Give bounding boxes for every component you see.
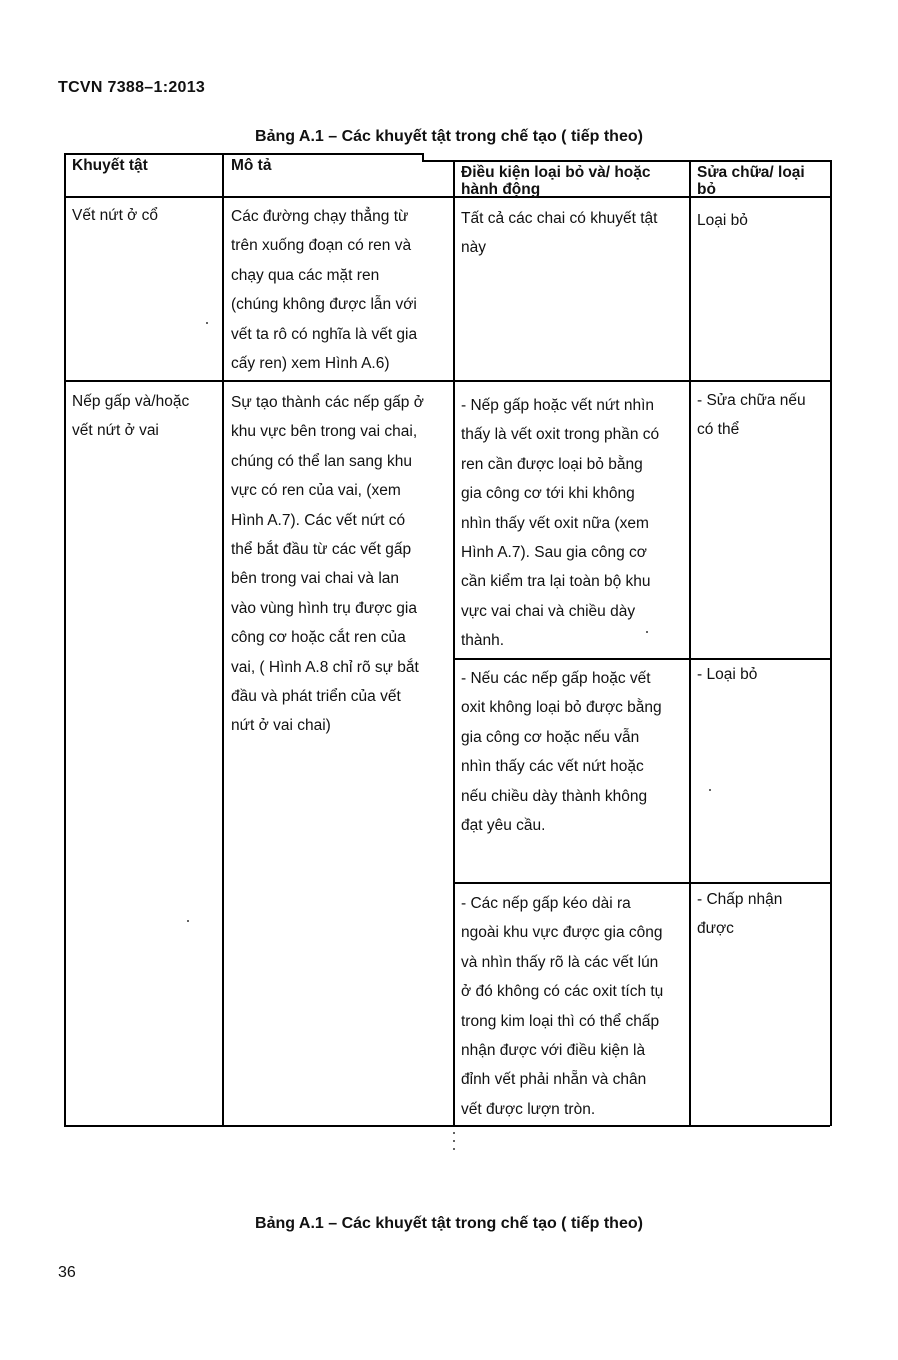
cell-line: nứt ở vai chai) <box>231 717 331 735</box>
cell-line: oxit không loại bỏ được bằng <box>461 699 662 717</box>
cell-line: Loại bỏ <box>697 212 748 229</box>
scan-speck <box>187 920 189 922</box>
cell-line: trên xuống đoạn có ren và <box>231 237 412 255</box>
action-accept <box>697 885 821 944</box>
cell-line: vết ta rô có nghĩa là vết gia <box>231 325 418 343</box>
scan-speck <box>453 1132 455 1134</box>
scan-speck <box>453 1140 455 1142</box>
cell-line: nhìn thấy vết oxit nữa (xem <box>461 514 649 532</box>
cell-line: cấy ren) xem Hình A.6) <box>231 355 390 373</box>
table-rule <box>453 882 832 884</box>
cell-line: có thể <box>697 421 740 439</box>
cell-line: gia công cơ hoặc nếu vẫn <box>461 728 640 746</box>
cell-line: trong kim loại thì có thể chấp <box>461 1012 660 1030</box>
table-rule <box>422 153 424 161</box>
scan-speck <box>453 1148 455 1150</box>
defect-neck-crack <box>72 201 158 230</box>
cell-line: Sự tạo thành các nếp gấp ở <box>231 394 424 411</box>
cell-line: gia công cơ tới khi không <box>461 485 635 503</box>
cell-line: - Nếu các nếp gấp hoặc vết <box>461 670 651 687</box>
defect-shoulder-fold <box>72 387 218 446</box>
header-repair: Sửa chữa/ loại bỏ <box>697 164 805 198</box>
condition-neck-crack <box>461 204 684 263</box>
cell-line: được <box>697 920 734 938</box>
cell-line: - Sửa chữa nếu <box>697 392 806 409</box>
cell-line: Các đường chạy thẳng từ <box>231 208 409 225</box>
scan-speck <box>646 631 648 633</box>
cell-line: này <box>461 239 486 257</box>
cell-line: công cơ hoặc cắt ren của <box>231 629 406 647</box>
description-shoulder-fold <box>231 388 446 741</box>
condition-acceptable <box>461 889 684 1124</box>
condition-not-removable <box>461 664 684 840</box>
action-repair <box>697 386 806 445</box>
condition-machining <box>461 391 684 656</box>
table-rule <box>453 160 455 1126</box>
table-rule <box>453 658 832 660</box>
cell-line: vực có ren của vai, (xem <box>231 482 401 500</box>
cell-line: ở đó không có các oxit tích tụ <box>461 983 664 1001</box>
cell-line: chúng có thể lan sang khu <box>231 452 412 470</box>
cell-line: nếu chiều dày thành không <box>461 787 648 805</box>
cell-line: - Loại bỏ <box>697 666 758 683</box>
cell-line: đỉnh vết phải nhẵn và chân <box>461 1071 647 1089</box>
action-neck-crack <box>697 206 748 235</box>
table-rule <box>830 160 832 1126</box>
cell-line: thấy là vết oxit trong phần có <box>461 426 660 444</box>
scan-speck <box>709 789 711 791</box>
header-description: Mô tả <box>231 157 272 174</box>
cell-line: bên trong vai chai và lan <box>231 570 400 588</box>
cell-line: ren cần được loại bỏ bằng <box>461 455 643 473</box>
cell-line: nhận được với điều kiện là <box>461 1042 646 1060</box>
table-rule <box>64 153 422 155</box>
cell-line: vết nứt ở vai <box>72 422 159 440</box>
cell-line: thể bắt đầu từ các vết gấp <box>231 541 412 559</box>
cell-line: đạt yêu cầu. <box>461 817 546 835</box>
cell-line: thành. <box>461 632 505 650</box>
cell-line: Hình A.7). Sau gia công cơ <box>461 544 647 562</box>
cell-line: nhìn thấy các vết nứt hoặc <box>461 758 644 776</box>
table-caption-continued: Bảng A.1 – Các khuyết tật trong chế tạo ( tiếp theo) <box>255 1215 643 1232</box>
cell-line: cần kiểm tra lại toàn bộ khu <box>461 573 651 591</box>
cell-line: vào vùng hình trụ được gia <box>231 599 417 617</box>
scan-speck <box>206 322 208 324</box>
cell-line: ngoài khu vực được gia công <box>461 924 663 942</box>
cell-line: chạy qua các mặt ren <box>231 266 380 284</box>
cell-line: đầu và phát triển của vết <box>231 688 401 706</box>
header-defect: Khuyết tật <box>72 157 148 174</box>
table-rule <box>422 160 832 162</box>
description-neck-crack <box>231 202 446 378</box>
table-caption: Bảng A.1 – Các khuyết tật trong chế tạo ( tiếp theo) <box>255 128 643 145</box>
cell-line: khu vực bên trong vai chai, <box>231 423 418 441</box>
header-conditions: Điều kiện loại bỏ và/ hoặc hành động <box>461 164 651 198</box>
cell-line: vực vai chai và chiều dày <box>461 602 636 620</box>
document-id: TCVN 7388–1:2013 <box>58 79 206 96</box>
table-rule <box>222 153 224 1126</box>
cell-line: Tất cả các chai có khuyết tật <box>461 210 658 227</box>
cell-line: Nếp gấp và/hoặc <box>72 393 190 410</box>
cell-line: Hình A.7). Các vết nứt có <box>231 511 406 529</box>
table-rule <box>64 1125 830 1127</box>
cell-line: vết được lượn tròn. <box>461 1100 596 1118</box>
cell-line: - Các nếp gấp kéo dài ra <box>461 895 631 912</box>
cell-line: - Nếp gấp hoặc vết nứt nhìn <box>461 397 655 414</box>
table-rule <box>64 380 832 382</box>
cell-line: vai, ( Hình A.8 chỉ rõ sự bắt <box>231 658 419 676</box>
table-rule <box>64 153 66 1126</box>
cell-line: và nhìn thấy rõ là các vết lún <box>461 953 659 971</box>
page-number: 36 <box>58 1264 76 1281</box>
action-reject <box>697 660 757 689</box>
cell-line: Vết nứt ở cổ <box>72 207 159 224</box>
cell-line: - Chấp nhận <box>697 891 783 908</box>
table-rule <box>689 160 691 1126</box>
cell-line: (chúng không được lẫn với <box>231 296 417 314</box>
